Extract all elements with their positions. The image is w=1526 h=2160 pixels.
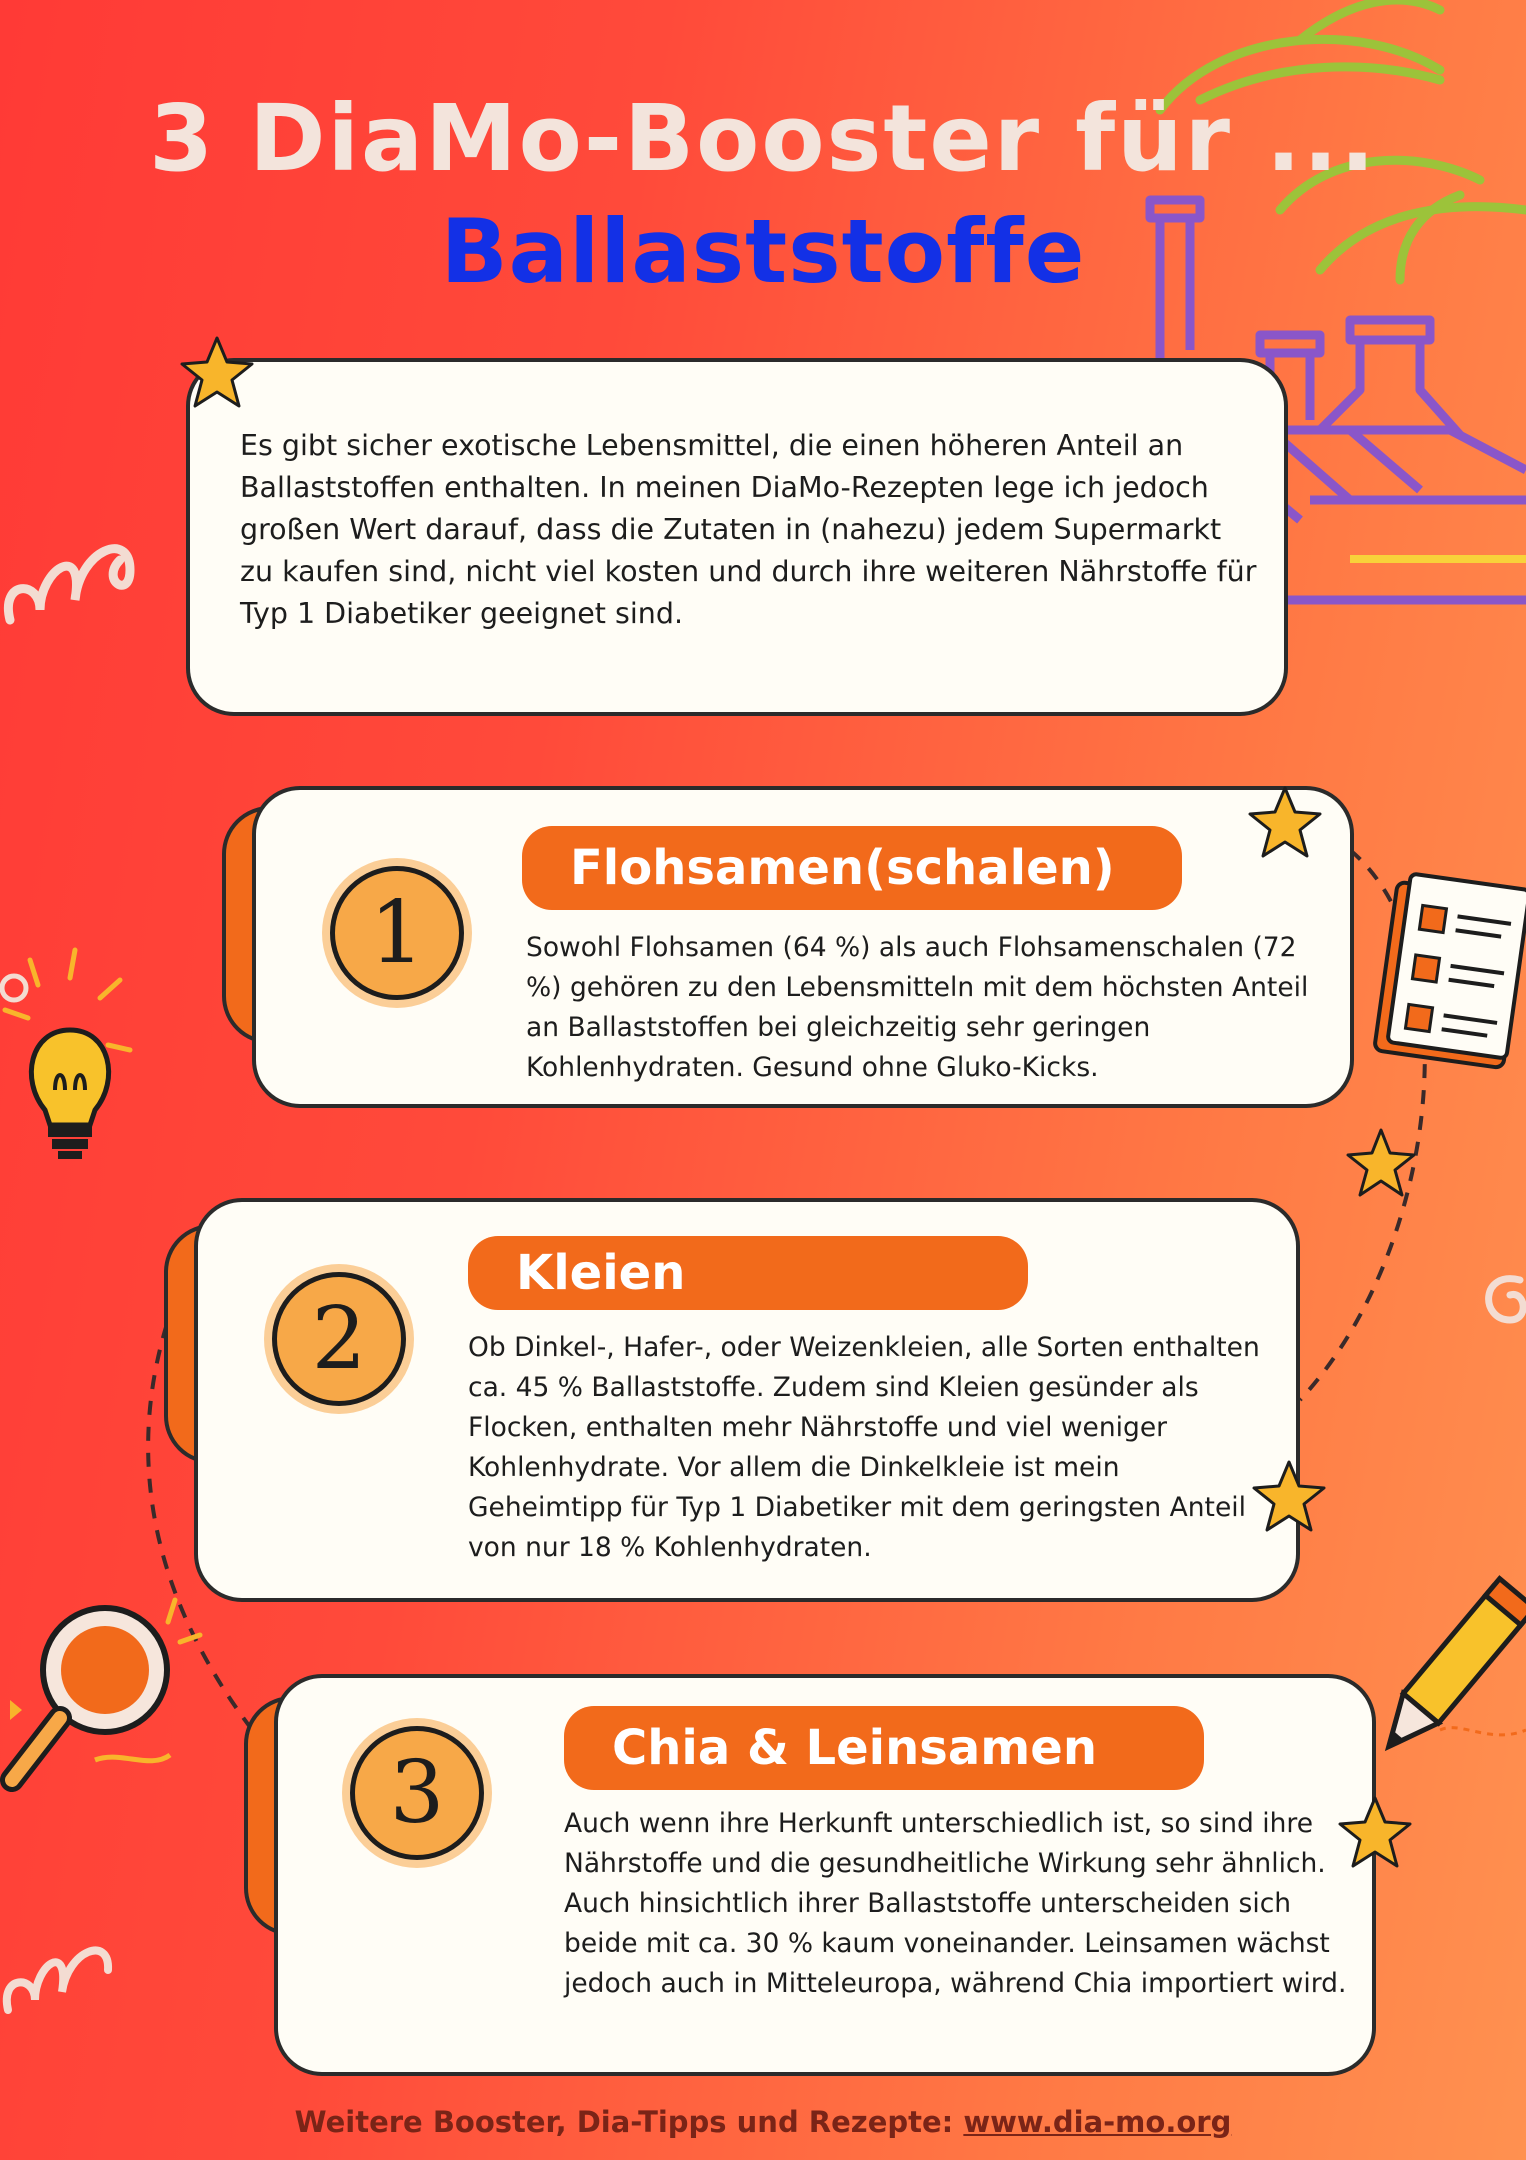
footer-text: Weitere Booster, Dia-Tipps und Rezepte: xyxy=(294,2105,964,2139)
footer xyxy=(0,2105,1526,2139)
pencil-icon xyxy=(1380,1570,1526,1770)
booster-1-text: Sowohl Flohsamen (64 %) als auch Flohsamenschalen (72 %) gehören zu den Lebensmitteln mit dem höchsten Anteil an Ballaststoffen bei gleichzeitig sehr geringen Kohlenhydraten. Gesund ohne Gluko-Kicks. xyxy=(526,932,1309,1083)
booster-3-text: Auch wenn ihre Herkunft unterschiedlich ist, so sind ihre Nährstoffe und die gesundheitliche Wirkung sehr ähnlich. Auch hinsichtlich ihrer Ballaststoffe unterscheiden sich beide mit ca. 30 % kaum voneinander. Leinsamen wächst jedoch auch in Mitteleuropa, während Chia importiert wird. xyxy=(564,1808,1347,1999)
star-icon xyxy=(1346,1128,1416,1198)
checklist-icon xyxy=(1376,870,1526,1080)
page-title: 3 DiaMo-Booster für ... xyxy=(149,85,1377,192)
booster-1-number: 1 xyxy=(330,866,464,1000)
swirl-icon xyxy=(1470,1250,1526,1340)
magnifier-icon xyxy=(0,1580,210,1820)
star-icon xyxy=(1338,1796,1412,1870)
booster-1-title: Flohsamen(schalen) xyxy=(522,826,1182,910)
booster-2-title: Kleien xyxy=(468,1236,1028,1310)
lightbulb-icon xyxy=(0,940,150,1170)
intro-text: Es gibt sicher exotische Lebensmittel, die einen höheren Anteil an Ballaststoffen enthalten. In meinen DiaMo-Rezepten lege ich jedoch großen Wert darauf, dass die Zutaten in (nahezu) jedem Supermarkt zu kaufen sind, nicht viel kosten und durch ihre weiteren Nährstoffe für Typ 1 Diabetiker geeignet sind. xyxy=(240,429,1257,630)
swirl-icon xyxy=(0,1880,120,2020)
booster-2-text: Ob Dinkel-, Hafer-, oder Weizenkleien, alle Sorten enthalten ca. 45 % Ballaststoffe. Zudem sind Kleien gesünder als Flocken, enthalten mehr Nährstoffe und viel weniger Kohlenhydrate. Vor allem die Dinkelkleie ist mein Geheimtipp für Typ 1 Diabetiker mit dem geringsten Anteil von nur 18 % Kohlenhydraten. xyxy=(468,1332,1260,1563)
booster-3-number: 3 xyxy=(350,1726,484,1860)
star-icon xyxy=(1248,786,1322,860)
page-subtitle: Ballaststoffe xyxy=(440,200,1086,303)
booster-2-number: 2 xyxy=(272,1272,406,1406)
footer-link[interactable]: www.dia-mo.org xyxy=(963,2105,1232,2139)
booster-3-title: Chia & Leinsamen xyxy=(564,1706,1204,1790)
star-icon xyxy=(1252,1460,1326,1534)
